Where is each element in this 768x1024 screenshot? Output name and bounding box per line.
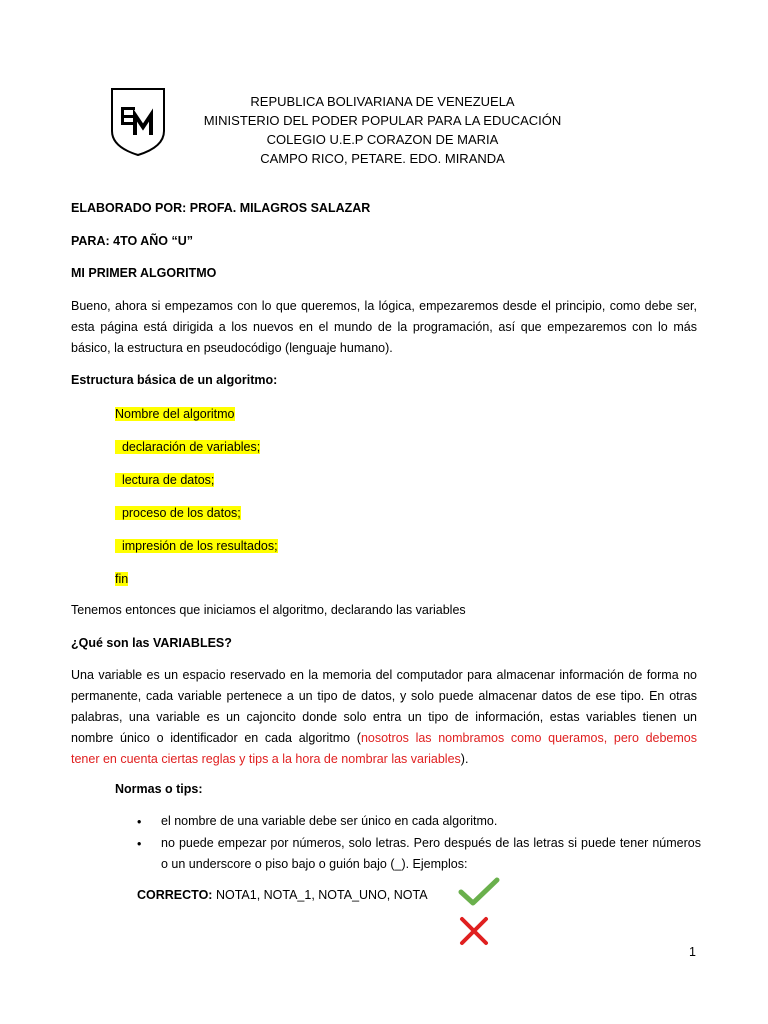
tips-heading: Normas o tips: <box>115 782 203 796</box>
variables-line-1: Una variable es un espacio reservado en la memoria del computador para almacenar información de forma no <box>71 668 697 682</box>
variables-line-3: palabras, una variable es un cajoncito donde solo entra un tipo de información, estas variables tienen un <box>71 710 697 724</box>
variables-line-5-red: tener en cuenta ciertas reglas y tips a la hora de nombrar las variables <box>71 752 461 766</box>
intro-line-3: básico, la estructura en pseudocódigo (lenguaje humano). <box>71 341 393 355</box>
document-title: MI PRIMER ALGORITMO <box>71 266 217 280</box>
intro-paragraph <box>71 296 697 359</box>
header-line-2: MINISTERIO DEL PODER POPULAR PARA LA EDUCACIÓN <box>203 113 562 128</box>
check-icon <box>458 877 500 907</box>
correct-values: NOTA1, NOTA_1, NOTA_UNO, NOTA <box>212 888 428 902</box>
structure-item-name: Nombre del algoritmo <box>115 407 235 421</box>
audience-line: PARA: 4TO AÑO “U” <box>71 234 193 248</box>
header-line-1: REPUBLICA BOLIVARIANA DE VENEZUELA <box>250 94 515 109</box>
variables-line-4-black: nombre único o identificador en cada algoritmo ( <box>71 731 361 745</box>
variables-line-4-red: nosotros las nombramos como queramos, pero debemos <box>360 731 698 745</box>
variables-paragraph <box>71 665 697 770</box>
structure-heading: Estructura básica de un algoritmo: <box>71 373 278 387</box>
tip-item-2-line-1: no puede empezar por números, solo letras. Pero después de las letras si puede tener números <box>161 836 701 850</box>
author-line: ELABORADO POR: PROFA. MILAGROS SALAZAR <box>71 201 371 215</box>
cross-icon <box>458 915 490 947</box>
header-line-3: COLEGIO U.E.P CORAZON DE MARIA <box>266 132 499 147</box>
variables-line-5-black: ). <box>460 752 469 766</box>
correct-label: CORRECTO: <box>137 888 213 902</box>
structure-item-end: fin <box>115 572 129 586</box>
intro-line-1: Bueno, ahora si empezamos con lo que queremos, la lógica, empezaremos desde el principio, como debe ser, <box>71 299 697 313</box>
bullet-marker-1: • <box>137 815 142 829</box>
correct-example <box>137 888 428 902</box>
tip-item-2 <box>161 833 701 875</box>
header-line-4: CAMPO RICO, PETARE. EDO. MIRANDA <box>260 151 505 166</box>
intro-line-2: esta página está dirigida a los nuevos en el mundo de la programación, así que empezaremos con lo más <box>71 320 697 334</box>
variables-heading: ¿Qué son las VARIABLES? <box>71 636 232 650</box>
school-shield-logo <box>109 87 167 157</box>
variables-line-5 <box>71 749 697 770</box>
tip-item-1 <box>161 811 701 832</box>
variables-line-4 <box>71 728 697 749</box>
structure-item-process: proceso de los datos; <box>115 506 241 520</box>
tip-item-2-line-2: o un underscore o piso bajo o guión bajo (_). Ejemplos: <box>161 857 468 871</box>
structure-item-print: impresión de los resultados; <box>115 539 278 553</box>
structure-item-read: lectura de datos; <box>115 473 215 487</box>
page-number: 1 <box>689 945 696 959</box>
tip-item-1-text: el nombre de una variable debe ser único en cada algoritmo. <box>161 814 498 828</box>
bullet-marker-2: • <box>137 837 142 851</box>
after-structure-text: Tenemos entonces que iniciamos el algoritmo, declarando las variables <box>71 603 466 617</box>
document-header <box>180 92 585 168</box>
structure-item-declare: declaración de variables; <box>115 440 261 454</box>
variables-line-2: permanente, cada variable pertenece a un tipo de datos, y solo puede almacenar datos de ese tipo. En otras <box>71 689 697 703</box>
